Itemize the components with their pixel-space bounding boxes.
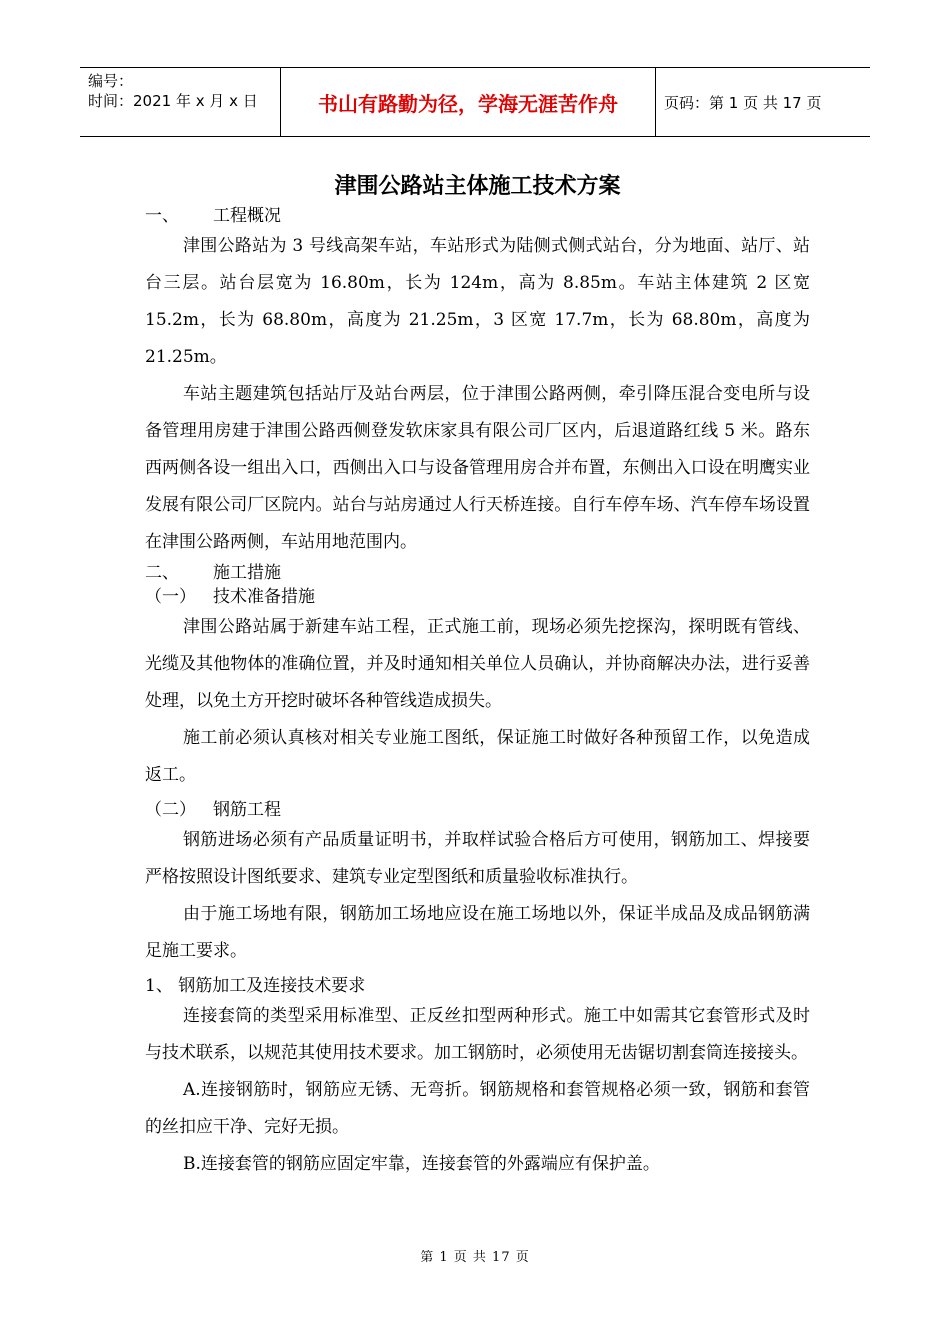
header-meta [80, 68, 280, 136]
header-page-info: 页码：第 1 页 共 17 页 [664, 93, 822, 112]
section-heading-2 [145, 561, 810, 585]
subsection-heading-1 [145, 585, 810, 609]
section-heading-1 [145, 204, 810, 228]
document-body [145, 170, 810, 1183]
section-title: 工程概况 [213, 206, 281, 226]
paragraph: A.连接钢筋时，钢筋应无锈、无弯折。钢筋规格和套管规格必须一致，钢筋和套管的丝扣应干净、完好无损。 [145, 1080, 810, 1137]
subsection-title: 钢筋工程 [213, 800, 281, 820]
header-motto: 书山有路勤为径，学海无涯苦作舟 [280, 68, 656, 136]
paragraph: 由于施工场地有限，钢筋加工场地应设在施工场地以外，保证半成品及成品钢筋满足施工要求。 [145, 904, 810, 961]
section-title: 施工措施 [213, 563, 281, 583]
time-label: 时间：2021 年 x 月 x 日 [88, 92, 258, 110]
subsection-heading-2 [145, 798, 810, 822]
paragraph: 津围公路站属于新建车站工程，正式施工前，现场必须先挖探沟，探明既有管线、光缆及其他物体的准确位置，并及时通知相关单位人员确认，并协商解决办法，进行妥善处理，以免土方开挖时破坏各种管线造成损失。 [145, 617, 810, 711]
subsection-title: 技术准备措施 [213, 587, 315, 607]
number-label: 编号： [88, 72, 134, 90]
page-footer: 第 1 页 共 17 页 [420, 1250, 530, 1265]
paragraph: B.连接套管的钢筋应固定牢靠，连接套管的外露端应有保护盖。 [183, 1154, 660, 1174]
paragraph: 津围公路站为 3 号线高架车站，车站形式为陆侧式侧式站台，分为地面、站厅、站台三层。站台层宽为 16.80m，长为 124m，高为 8.85m。车站主体建筑 2 区宽 15.2m，长为 68.80m，高度为 21.25m，3 区宽 17.7m，长为 68.80m，高度为 21.25m。 [145, 236, 810, 367]
header-table [80, 67, 870, 137]
paragraph: 车站主题建筑包括站厅及站台两层，位于津围公路两侧，牵引降压混合变电所与设备管理用房建于津围公路西侧登发软床家具有限公司厂区内，后退道路红线 5 米。路东西两侧各设一组出入口，西侧出入口与设备管理用房合并布置，东侧出入口设在明鹰实业发展有限公司厂区院内。站台与站房通过人行天桥连接。自行车停车场、汽车停车场设置在津围公路两侧，车站用地范围内。 [145, 384, 810, 552]
section-number: 二、 [145, 563, 179, 583]
section-number: 一、 [145, 206, 179, 226]
document-title: 津围公路站主体施工技术方案 [334, 174, 621, 199]
subsection-number: （二） [145, 800, 196, 820]
subsection-number: （一） [145, 587, 196, 607]
paragraph: 钢筋进场必须有产品质量证明书，并取样试验合格后方可使用，钢筋加工、焊接要严格按照设计图纸要求、建筑专业定型图纸和质量验收标准执行。 [145, 830, 810, 887]
paragraph: 连接套筒的类型采用标准型、正反丝扣型两种形式。施工中如需其它套管形式及时与技术联系，以规范其使用技术要求。加工钢筋时，必须使用无齿锯切割套筒连接接头。 [145, 1006, 810, 1063]
item-heading: 1、 钢筋加工及连接技术要求 [145, 976, 366, 996]
paragraph: 施工前必须认真核对相关专业施工图纸，保证施工时做好各种预留工作，以免造成返工。 [145, 728, 810, 785]
